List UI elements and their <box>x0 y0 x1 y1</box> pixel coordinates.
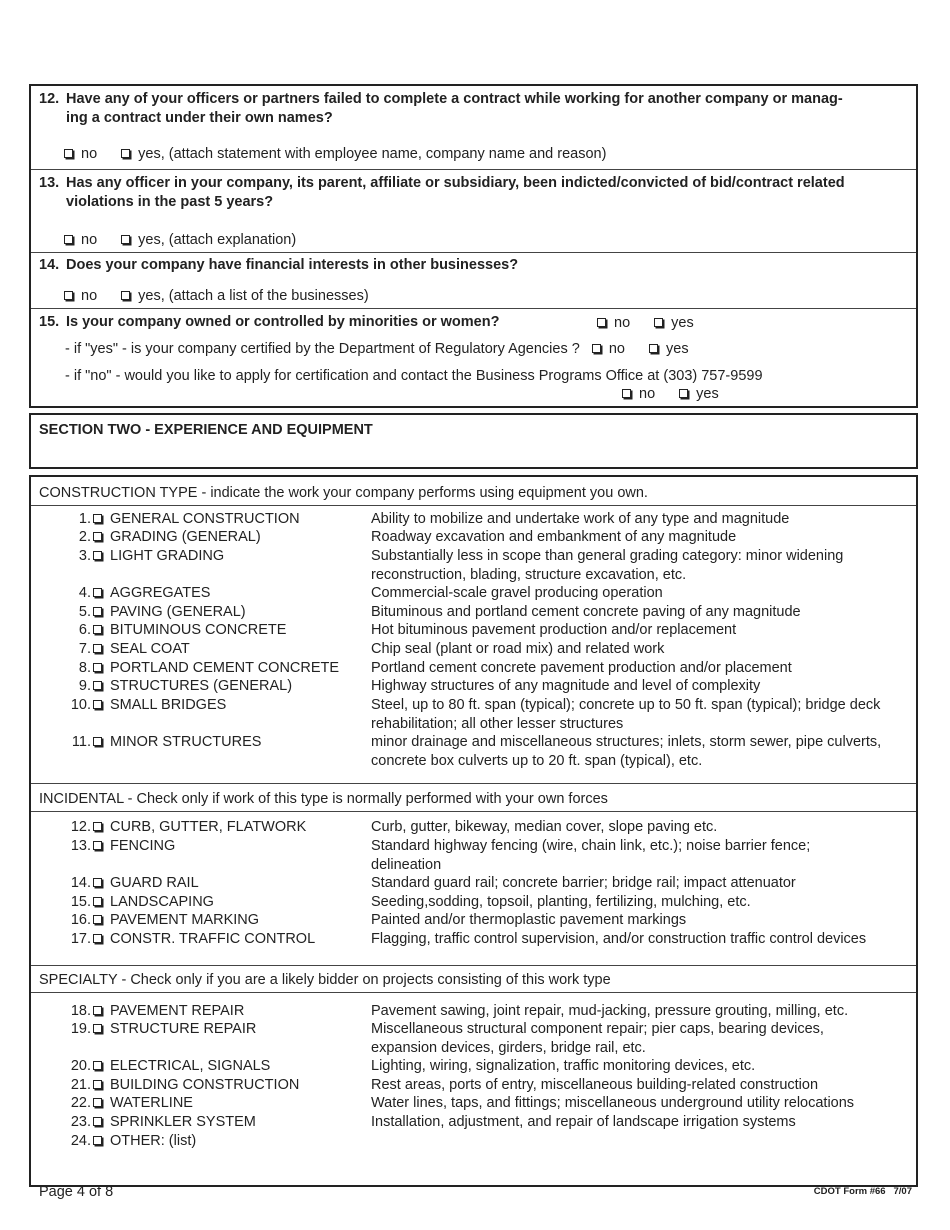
page-number: Page 4 of 8 <box>39 1184 114 1200</box>
categories-box: CONSTRUCTION TYPE - indicate the work your company performs using equipment you own. 1. GENERAL CONSTRUCTION Ability to mobilize and undertake work of any type and magnitude 2. GRADING (GENERAL) Roadway excavation and embankment of any magnitude 3. LIGHT GRADING Substantially less in scope than general grading category: minor widening reconstruction, blading, structure excavation, etc. 4. AGGREGATES Commercial-scale gravel producing operation 5. PAVING (GENERAL) Bituminous and portland cement concrete paving of any magnitude 6. BITUMINOUS CONCRETE Hot bituminous pavement production and/or replacement 7. SEAL COAT Chip seal (plant or road mix) and related work 8. PORTLAND CEMENT CONCRETE Portland cement concrete pavement production and/or placement 9. STRUCTURES (GENERAL) Highway structures of any magnitude and level of complexity 10. SMALL BRIDGES Steel, up to 80 ft. span (typical); concrete up to 50 ft. span (typical); bridge deck rehabilitation; all other lesser structures 11. MINOR STRUCTURES minor drainage and miscellaneous structures; inlets, storm sewer, pipe culverts, concrete box culverts up to 20 ft. span (typical), etc. INCIDENTAL - Check only if work of this type is normally performed with your own forces 12. CURB, GUTTER, FLATWORK Curb, gutter, bikeway, median cover, slope paving etc. 13. FENCING Standard highway fencing (wire, chain link, etc.); noise barrier fence; delineation 14. GUARD RAIL Standard guard rail; concrete barrier; bridge rail; impact attenuator 15. LANDSCAPING Seeding,sodding, topsoil, planting, fertilizing, mulching, etc. 16. PAVEMENT MARKING Painted and/or thermoplastic pavement markings 17. CONSTR. TRAFFIC CONTROL Flagging, traffic control supervision, and/or construction traffic control devices SPECIALTY - Check only if you are a likely bidder on projects consisting of this work type 18. PAVEMENT REPAIR Pavement sawing, joint repair, mud-jacking, pressure grouting, milling, etc. 19. STRUCTURE REPAIR Miscellaneous structural component repair; pier caps, bearing devices, expansion devices, girders, bridge rail, etc. 20. ELECTRICAL, SIGNALS Lighting, wiring, signalization, traffic monitoring devices, etc. 21. BUILDING CONSTRUCTION Rest areas, ports of entry, miscellaneous building-related construction 22. WATERLINE Water lines, taps, and fittings; miscellaneous underground utility relocations 23. SPRINKLER SYSTEM Installation, adjustment, and repair of landscape irrigation systems 24. OTHER: (list) <box>29 475 918 1187</box>
checkbox[interactable] <box>93 1098 102 1107</box>
item-checkbox-label[interactable]: MINOR STRUCTURES <box>93 733 261 752</box>
q15-sub1-yes-option[interactable]: yes <box>649 340 689 358</box>
item-checkbox-label[interactable]: BUILDING CONSTRUCTION <box>93 1076 299 1095</box>
q15-sub2-yes-option[interactable]: yes <box>679 385 719 403</box>
item-checkbox-label[interactable]: BITUMINOUS CONCRETE <box>93 621 286 640</box>
q15-no-option[interactable]: no <box>597 314 630 332</box>
divider <box>31 783 916 784</box>
divider <box>31 252 916 253</box>
form-number: CDOT Form #66 7/07 <box>813 1186 912 1197</box>
question-14-options <box>64 287 369 305</box>
specialty-header: SPECIALTY - Check only if you are a likely bidder on projects consisting of this work type <box>39 972 611 988</box>
question-14: 14. Does your company have financial interests in other businesses? <box>39 257 519 273</box>
checkbox[interactable] <box>93 588 102 597</box>
item-checkbox-label[interactable]: SMALL BRIDGES <box>93 696 226 715</box>
q15-sub1-no-checkbox[interactable] <box>592 344 601 353</box>
checkbox[interactable] <box>93 532 102 541</box>
checkbox[interactable] <box>93 915 102 924</box>
q15-sub2-options <box>622 385 719 403</box>
q15-sub1-text: - if "yes" - is your company certified by the Department of Regulatory Agencies ? <box>65 341 580 357</box>
question-13-options <box>64 231 296 249</box>
checkbox[interactable] <box>93 822 102 831</box>
item-checkbox-label[interactable]: GENERAL CONSTRUCTION <box>93 510 300 529</box>
q12-yes-option[interactable]: yes, (attach statement with employee name, company name and reason) <box>121 145 606 163</box>
checkbox[interactable] <box>93 841 102 850</box>
q12-no-option[interactable]: no <box>64 145 97 163</box>
checkbox[interactable] <box>93 737 102 746</box>
checkbox[interactable] <box>93 1117 102 1126</box>
checkbox[interactable] <box>93 1061 102 1070</box>
checkbox[interactable] <box>93 934 102 943</box>
checkbox[interactable] <box>93 625 102 634</box>
incidental-header: INCIDENTAL - Check only if work of this type is normally performed with your own forces <box>39 791 608 807</box>
q14-yes-checkbox[interactable] <box>121 291 130 300</box>
item-checkbox-label[interactable]: STRUCTURE REPAIR <box>93 1020 256 1039</box>
section-two-box <box>29 413 918 469</box>
q13-yes-option[interactable]: yes, (attach explanation) <box>121 231 296 249</box>
item-checkbox-label[interactable]: LIGHT GRADING <box>93 547 224 566</box>
q15-sub1-yes-checkbox[interactable] <box>649 344 658 353</box>
question-13-text: Has any officer in your company, its parent, affiliate or subsidiary, been indicted/convicted of bid/contract related <box>66 175 845 191</box>
checkbox[interactable] <box>93 700 102 709</box>
item-checkbox-label[interactable]: FENCING <box>93 837 175 856</box>
q14-no-option[interactable]: no <box>64 287 97 305</box>
item-checkbox-label[interactable]: AGGREGATES <box>93 584 210 603</box>
checkbox[interactable] <box>93 663 102 672</box>
item-checkbox-label[interactable]: OTHER: (list) <box>93 1132 196 1151</box>
question-15: 15. Is your company owned or controlled by minorities or women? <box>39 314 500 330</box>
checkbox[interactable] <box>93 897 102 906</box>
item-checkbox-label[interactable]: PORTLAND CEMENT CONCRETE <box>93 659 339 678</box>
q12-no-checkbox[interactable] <box>64 149 73 158</box>
divider <box>31 169 916 170</box>
item-checkbox-label[interactable]: WATERLINE <box>93 1094 193 1113</box>
checkbox[interactable] <box>93 607 102 616</box>
question-12: 12. Have any of your officers or partners failed to complete a contract while working for another company or manag- ing a contract under their own names? <box>39 90 908 128</box>
divider <box>31 992 916 993</box>
item-checkbox-label[interactable]: GRADING (GENERAL) <box>93 528 261 547</box>
divider <box>31 308 916 309</box>
checkbox[interactable] <box>93 1024 102 1033</box>
question-15-text: Is your company owned or controlled by minorities or women? <box>66 314 500 330</box>
checkbox[interactable] <box>93 1080 102 1089</box>
q12-yes-checkbox[interactable] <box>121 149 130 158</box>
q15-sub1-no-option[interactable]: no <box>592 340 625 358</box>
checkbox[interactable] <box>93 551 102 560</box>
q15-yes-option[interactable]: yes <box>654 314 694 332</box>
q13-yes-checkbox[interactable] <box>121 235 130 244</box>
questions-box <box>29 84 918 408</box>
item-checkbox-label[interactable]: GUARD RAIL <box>93 874 199 893</box>
divider <box>31 505 916 506</box>
q15-yes-checkbox[interactable] <box>654 318 663 327</box>
item-checkbox-label[interactable]: CONSTR. TRAFFIC CONTROL <box>93 930 315 949</box>
q15-sub2-no-checkbox[interactable] <box>622 389 631 398</box>
item-checkbox-label[interactable]: PAVEMENT MARKING <box>93 911 259 930</box>
question-13: 13. Has any officer in your company, its parent, affiliate or subsidiary, been indicted/convicted of bid/contract related violations in the past 5 years? <box>39 174 908 212</box>
q13-no-checkbox[interactable] <box>64 235 73 244</box>
item-checkbox-label[interactable]: ELECTRICAL, SIGNALS <box>93 1057 270 1076</box>
checkbox[interactable] <box>93 644 102 653</box>
question-13-text-cont: violations in the past 5 years? <box>66 194 274 210</box>
q14-no-checkbox[interactable] <box>64 291 73 300</box>
question-12-options <box>64 145 606 163</box>
q15-sub2-text: - if "no" - would you like to apply for certification and contact the Business Programs Office at (303) 757-9599 <box>65 368 763 384</box>
checkbox[interactable] <box>93 514 102 523</box>
item-checkbox-label[interactable]: SPRINKLER SYSTEM <box>93 1113 256 1132</box>
question-12-text-cont: ing a contract under their own names? <box>66 110 333 126</box>
q14-yes-option[interactable]: yes, (attach a list of the businesses) <box>121 287 369 305</box>
question-12-text: Have any of your officers or partners failed to complete a contract while working for another company or manag- <box>66 91 843 107</box>
divider <box>31 811 916 812</box>
divider <box>31 965 916 966</box>
q13-no-option[interactable]: no <box>64 231 97 249</box>
item-checkbox-label[interactable]: STRUCTURES (GENERAL) <box>93 677 292 696</box>
checkbox[interactable] <box>93 878 102 887</box>
checkbox[interactable] <box>93 681 102 690</box>
item-checkbox-label[interactable]: PAVEMENT REPAIR <box>93 1002 244 1021</box>
item-checkbox-label[interactable]: SEAL COAT <box>93 640 190 659</box>
checkbox[interactable] <box>93 1136 102 1145</box>
q15-sub1 <box>65 340 689 358</box>
construction-header: CONSTRUCTION TYPE - indicate the work your company performs using equipment you own. <box>39 485 648 501</box>
item-checkbox-label[interactable]: PAVING (GENERAL) <box>93 603 246 622</box>
question-15-options <box>597 314 694 332</box>
checkbox[interactable] <box>93 1006 102 1015</box>
q15-sub2-yes-checkbox[interactable] <box>679 389 688 398</box>
question-14-text: Does your company have financial interests in other businesses? <box>66 257 519 273</box>
item-checkbox-label[interactable]: CURB, GUTTER, FLATWORK <box>93 818 306 837</box>
q15-sub2-no-option[interactable]: no <box>622 385 655 403</box>
q15-no-checkbox[interactable] <box>597 318 606 327</box>
section-two-title: SECTION TWO - EXPERIENCE AND EQUIPMENT <box>39 422 373 438</box>
item-checkbox-label[interactable]: LANDSCAPING <box>93 893 214 912</box>
